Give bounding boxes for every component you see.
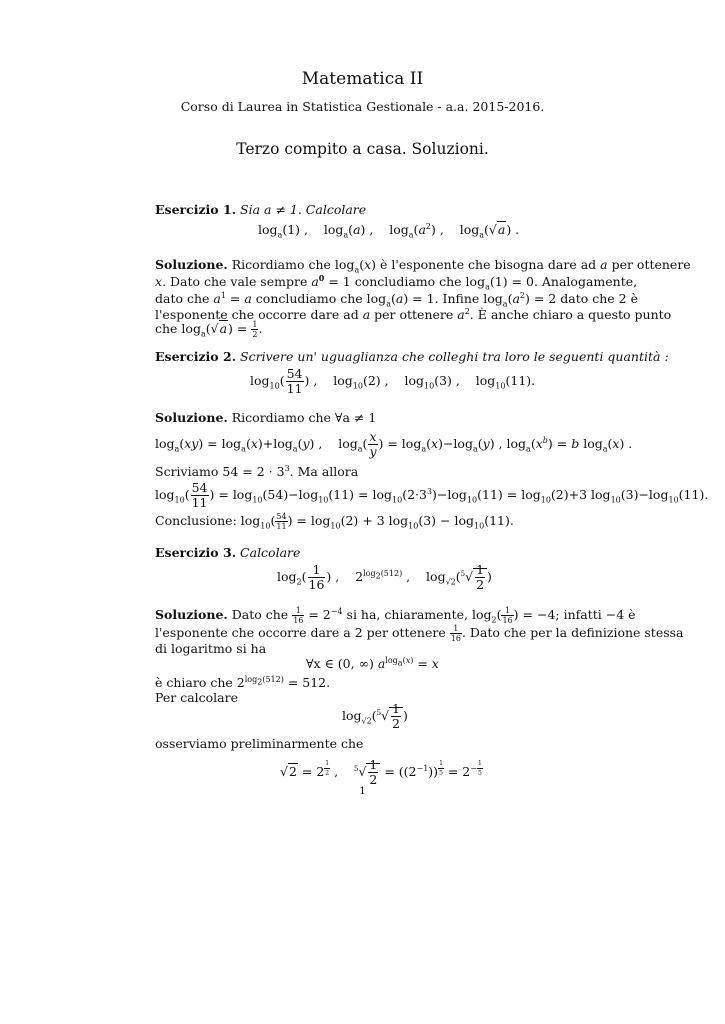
solution-1-text-1: Ricordiamo che $\log_a(x)$ è l'esponente che bisogna dare ad a per ottenere [231,257,691,275]
solution-1-line-3: dato che $a^1 = a$ concludiamo che $\log_a(a) = 1$. Infine $\log_a(a^2) = 2$ dato che 2 è [155,290,638,309]
solution-2-intro [155,409,376,427]
conclusion-label: Conclusione: [155,513,237,528]
solution-3-text-2: l'esponente che occorre dare a 2 per ottenere [155,625,446,640]
solution-2-write: Scriviamo $54 = 2 \cdot 3^3$. Ma allora [155,463,359,479]
solution-3-text-2b: . Dato che per la definizione stessa [461,625,684,640]
exercise-2-prompt: Scrivere un' uguaglianza che colleghi tra loro le seguenti quantità : [240,349,669,364]
solution-1-line-2: x. Dato che vale sempre $a^0 = 1$ concludiamo che $\log_a(1) = 0$. Analogamente, [155,272,638,292]
solution-3-label: Soluzione. [155,607,228,622]
conclusion-text: ) = $\log_{10}(2) + 3$ $\log_{10}(3) - \log_{10}(11)$. [287,513,514,531]
log-rule-quotient-power: = $\log_a(x)-\log_a(y)$ , $\log_a(x^b) = b$ $\log_a(x)$ . [387,435,633,454]
preliminary-identity: √2 = 2 $^{\frac{1}{2}}$ , $^5$√ $\frac{1}{2}$ = $((2^{-1}))$ $^{\frac{1}{5}}$ = $2^{- \frac{1}{5}}$ [280,757,482,787]
solution-3-per: Per calcolare [155,690,238,705]
exercise-3-prompt: Calcolare [240,545,301,560]
target-expression: $\log_{√2}(^5√$ $\frac{1}{2}$ ) [342,701,408,731]
exercise-3-formula: $\log_2$( $\frac{1}{16}$ ) , $2^{log_2(512)}$ , $\log_{√2}(^5√$ $\frac{1}{2}$ ) [277,562,492,592]
course-subtitle: Corso di Laurea in Statistica Gestionale - a.a. 2015-2016. [180,99,545,114]
exercise-2-statement [155,348,669,366]
exercise-3-statement [155,544,300,562]
log-rules: $\log_a(xy) = \log_a(x)+\log_a(y)$ , $\log_a$( $\frac{x}{y}$ ) = $\log_a(x)-\log_a(y)$ , $\log_a(x^b) = b$ $\log_a(x)$ . [155,429,633,459]
log-rule-product: $\log_a(xy) = \log_a(x)+\log_a(y)$ , [155,436,323,454]
solution-1-line-1 [155,256,691,274]
exercise-3-label: Esercizio 3. [155,545,237,560]
solution-1-line-4: l'esponente che occorre dare ad a per ottenere $a^2$. È anche chiaro a questo punto [155,306,672,322]
solution-3-observe: osserviamo preliminarmente che [155,736,364,751]
exercise-1-prompt: Sia a ≠ 1. Calcolare [240,202,367,217]
solution-2-chain: $\log_{10}$( $\frac{54}{11}$ ) = $\log_{10}(54)-\log_{10}(11) = \log_{10}(2\cdot 3^3)-\log_{10}(11) = \log_{10}(2)+3$ $\log_{10}(3)-\log_{10}(11)$. [155,480,709,510]
solution-2-chain-text: ) = $\log_{10}(54)-\log_{10}(11) = \log_{10}(2\cdot 3^3)-\log_{10}(11) = \log_{10}(2)+3$ $\log_{10}(3)-\log_{10}(11)$. [209,486,709,505]
page-title: Matematica II [301,69,424,89]
exercise-1-formula: $\log_a(1)$ , $\log_a(a)$ , $\log_a(a^2)$ , $\log_a(√a)$ . [258,221,520,240]
solution-3-line-2: l'esponente che occorre dare a 2 per ottenere $\frac{1}{16}$ . Dato che per la definizione stessa [155,624,684,643]
exercise-2-label: Esercizio 2. [155,349,237,364]
solution-2-intro-text: Ricordiamo che ∀a ≠ 1 [231,410,377,425]
solution-1-label: Soluzione. [155,257,228,272]
solution-2-label: Soluzione. [155,410,228,425]
solution-3-line-1: Soluzione. Dato che $\frac{1}{16}$ = $2^{-4}$ si ha, chiaramente, $\log_2$( $\frac{1}{16}$ ) = −4; infatti −4 è [155,606,636,625]
page-number: 1 [359,786,366,797]
solution-3-line-3: di logaritmo si ha [155,641,267,656]
solution-2-conclusion: Conclusione: $\log_{10}$( $\frac{54}{11}$ ) = $\log_{10}(2) + 3$ $\log_{10}(3) - \log_{10}(11)$. [155,512,514,531]
solution-1-line-5: che $\log_a(√a)$ = $\frac{1}{2}$ . [155,320,263,339]
solution-3-text-1b: ) = −4; infatti −4 è [513,607,636,622]
exercise-2-formula: $\log_{10}$( $\frac{54}{11}$ ) , $\log_{10}(2)$ , $\log_{10}(3)$ , $\log_{10}(11)$. [250,366,536,396]
solution-3-text-1: si ha, chiaramente, $\log_2$( [346,607,502,625]
exercise-1-label: Esercizio 1. [155,202,237,217]
exercise-1-statement [155,201,366,219]
logarithm-identity: ∀x ∈ (0, ∞) $a^{log_a(x)} = x$ [306,655,439,671]
assignment-heading: Terzo compito a casa. Soluzioni. [236,140,489,158]
solution-3-clear: è chiaro che $2^{log_2(512)} = 512$. [155,674,331,690]
